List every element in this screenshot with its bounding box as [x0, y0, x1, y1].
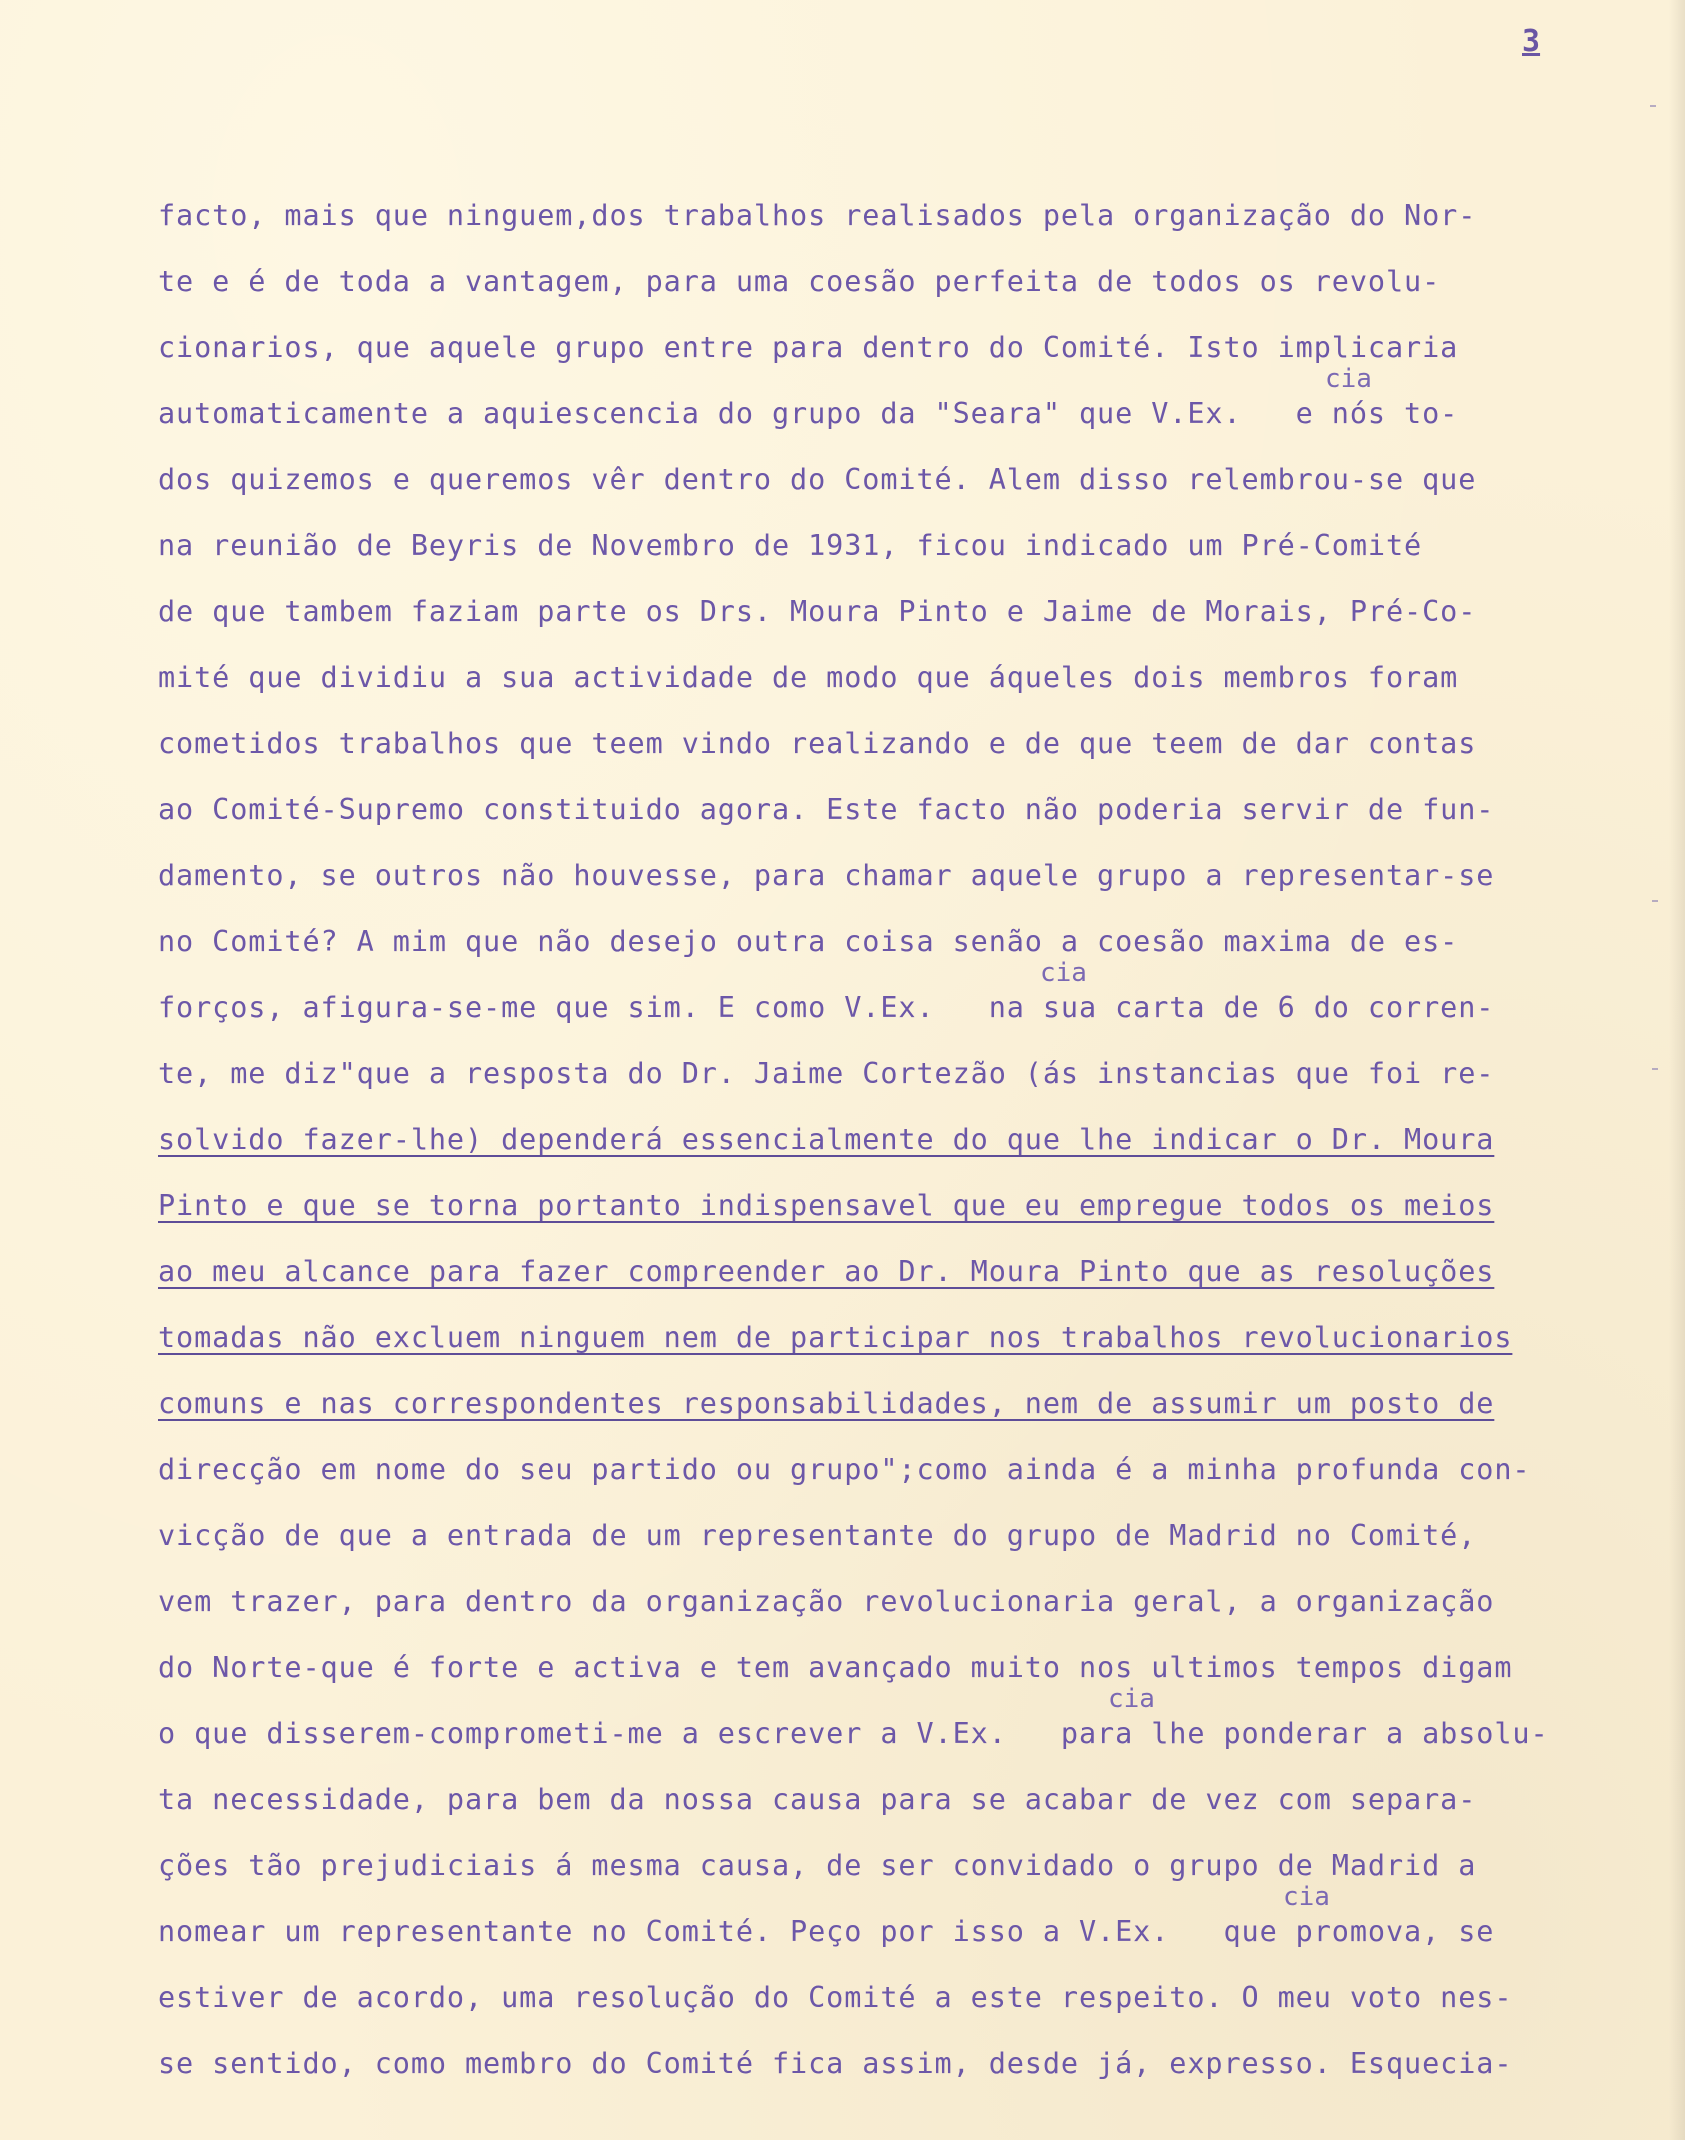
superscript-abbrev: cia — [1283, 1882, 1330, 1912]
text-line: de que tambem faziam parte os Drs. Moura Pinto e Jaime de Morais, Pré-Co- — [158, 595, 1477, 628]
margin-mark — [1652, 900, 1658, 902]
text-line: o que disserem-comprometi-me a escrever a V.Ex. para lhe ponderar a absolu- — [158, 1717, 1549, 1750]
text-line: estiver de acordo, uma resolução do Comité a este respeito. O meu voto nes- — [158, 1981, 1513, 2014]
paper-edge-shadow — [1669, 0, 1685, 2140]
text-line: damento, se outros não houvesse, para chamar aquele grupo a representar-se — [158, 859, 1495, 892]
margin-mark — [1652, 1068, 1658, 1070]
text-line: vem trazer, para dentro da organização revolucionaria geral, a organização — [158, 1585, 1495, 1618]
superscript-abbrev: cia — [1040, 958, 1087, 988]
text-line: ções tão prejudiciais á mesma causa, de ser convidado o grupo de Madrid a — [158, 1849, 1477, 1882]
text-line-underlined: solvido fazer-lhe) dependerá essencialmente do que lhe indicar o Dr. Moura — [158, 1123, 1495, 1156]
superscript-abbrev: cia — [1325, 364, 1372, 394]
text-line-underlined: tomadas não excluem ninguem nem de participar nos trabalhos revolucionarios — [158, 1321, 1513, 1354]
page-number: 3 — [1522, 24, 1541, 59]
text-line: te, me diz"que a resposta do Dr. Jaime Cortezão (ás instancias que foi re- — [158, 1057, 1495, 1090]
text-line: forços, afigura-se-me que sim. E como V.Ex. na sua carta de 6 do corren- — [158, 991, 1495, 1024]
text-line: direcção em nome do seu partido ou grupo";como ainda é a minha profunda con- — [158, 1453, 1531, 1486]
text-line-underlined: Pinto e que se torna portanto indispensavel que eu empregue todos os meios — [158, 1189, 1495, 1222]
text-line: do Norte-que é forte e activa e tem avançado muito nos ultimos tempos digam — [158, 1651, 1513, 1684]
text-line-underlined: ao meu alcance para fazer compreender ao Dr. Moura Pinto que as resoluções — [158, 1255, 1495, 1288]
text-line: cionarios, que aquele grupo entre para dentro do Comité. Isto implicaria — [158, 331, 1459, 364]
text-line: mité que dividiu a sua actividade de modo que áqueles dois membros foram — [158, 661, 1459, 694]
text-line: facto, mais que ninguem,dos trabalhos realisados pela organização do Nor- — [158, 199, 1477, 232]
text-line: automaticamente a aquiescencia do grupo da "Seara" que V.Ex. e nós to- — [158, 397, 1459, 430]
margin-mark — [1650, 105, 1656, 107]
text-line: se sentido, como membro do Comité fica assim, desde já, expresso. Esquecia- — [158, 2047, 1513, 2080]
text-line: te e é de toda a vantagem, para uma coesão perfeita de todos os revolu- — [158, 265, 1441, 298]
text-line: dos quizemos e queremos vêr dentro do Comité. Alem disso relembrou-se que — [158, 463, 1477, 496]
text-line: ao Comité-Supremo constituido agora. Este facto não poderia servir de fun- — [158, 793, 1495, 826]
text-line-underlined: comuns e nas correspondentes responsabilidades, nem de assumir um posto de — [158, 1387, 1495, 1420]
text-line: no Comité? A mim que não desejo outra coisa senão a coesão maxima de es- — [158, 925, 1459, 958]
text-line: nomear um representante no Comité. Peço por isso a V.Ex. que promova, se — [158, 1915, 1495, 1948]
text-line: na reunião de Beyris de Novembro de 1931, ficou indicado um Pré-Comité — [158, 529, 1423, 562]
superscript-abbrev: cia — [1108, 1684, 1155, 1714]
text-line: ta necessidade, para bem da nossa causa para se acabar de vez com separa- — [158, 1783, 1477, 1816]
text-line: vicção de que a entrada de um representante do grupo de Madrid no Comité, — [158, 1519, 1477, 1552]
text-line: cometidos trabalhos que teem vindo realizando e de que teem de dar contas — [158, 727, 1477, 760]
